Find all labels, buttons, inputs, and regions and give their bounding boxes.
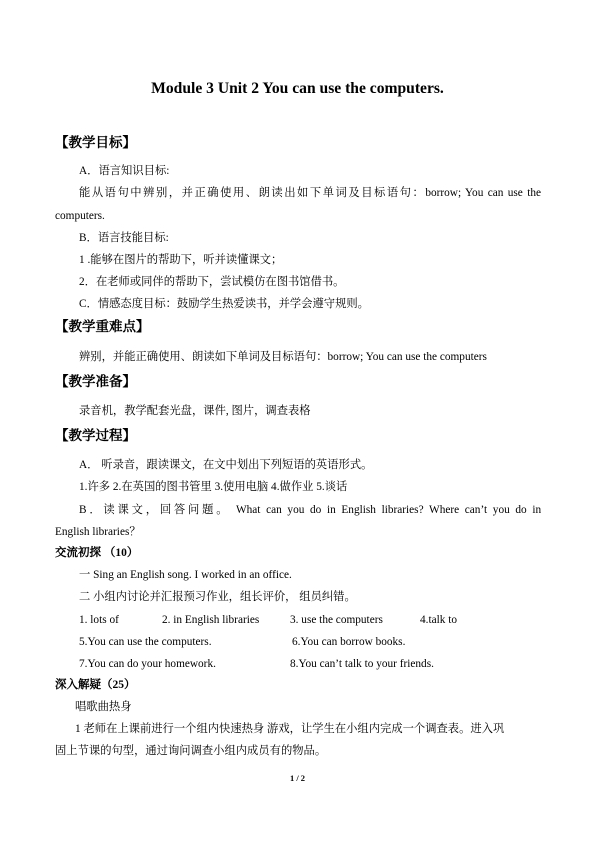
exchange-item: 8.You can’t talk to your friends.	[290, 658, 434, 670]
exchange-item: 2. in English libraries	[162, 614, 260, 626]
exchange-item: 3. use the computers	[290, 614, 383, 626]
process-a-list: 1.许多 2.在英国的图书管里 3.使用电脑 4.做作业 5.谈话	[79, 481, 348, 493]
process-b-line2: English libraries？	[55, 526, 141, 538]
exchange-item: 6.You can borrow books.	[292, 636, 406, 648]
objective-b1: 1 .能够在图片的帮助下，听并读懂课文；	[79, 254, 283, 266]
objective-a: A．语言知识目标:	[79, 165, 170, 177]
key-points-text: 辨别，并能正确使用、朗读如下单词及目标语句：borrow; You can use the computers	[79, 351, 487, 363]
document-title: Module 3 Unit 2 You can use the computers.	[151, 80, 444, 97]
exchange-step-one: 一 Sing an English song. I worked in an office.	[79, 569, 292, 581]
objective-a-line1: 能从语句中辨别，并正确使用、朗读出如下单词及目标语句：borrow; You can use the	[79, 187, 541, 199]
page-number: 1 / 2	[289, 773, 306, 783]
deep-warmup: 唱歌曲热身	[75, 701, 132, 713]
objective-b2: 2．在老师或同伴的帮助下，尝试模仿在图书馆借书。	[79, 276, 345, 288]
deep-heading: 深入解疑（25）	[55, 679, 136, 691]
exchange-item: 1. lots of	[79, 614, 119, 626]
section-heading-key-points: 【教学重难点】	[55, 319, 150, 334]
process-a: A． 听录音，跟读课文，在文中划出下列短语的英语形式。	[79, 459, 373, 471]
section-heading-preparation: 【教学准备】	[55, 374, 136, 389]
preparation-text: 录音机，教学配套光盘，课件, 图片，调查表格	[79, 405, 311, 417]
exchange-heading: 交流初探 （10）	[55, 547, 139, 559]
exchange-item: 4.talk to	[420, 614, 458, 626]
section-heading-objectives: 【教学目标】	[55, 135, 136, 150]
section-heading-process: 【教学过程】	[55, 428, 136, 443]
objective-b: B．语言技能目标:	[79, 232, 169, 244]
objective-c: C．情感态度目标：鼓励学生热爱读书，并学会遵守规则。	[79, 298, 369, 310]
deep-paragraph-line1: 1 老师在上课前进行一个组内快速热身 游戏，让学生在小组内完成一个调查表。进入巩	[75, 723, 505, 735]
exchange-step-two: 二 小组内讨论并汇报预习作业，组长评价， 组员纠错。	[79, 591, 356, 603]
exchange-item: 5.You can use the computers.	[79, 636, 212, 648]
exchange-item: 7.You can do your homework.	[79, 658, 216, 670]
deep-paragraph-line2: 固上节课的句型，通过询问调查小组内成员有的物品。	[55, 745, 327, 757]
objective-a-line2: computers.	[55, 210, 105, 222]
process-b-line1: B．读课文，回答问题。 What can you do in English libraries? Where can’t you do in	[79, 504, 542, 516]
